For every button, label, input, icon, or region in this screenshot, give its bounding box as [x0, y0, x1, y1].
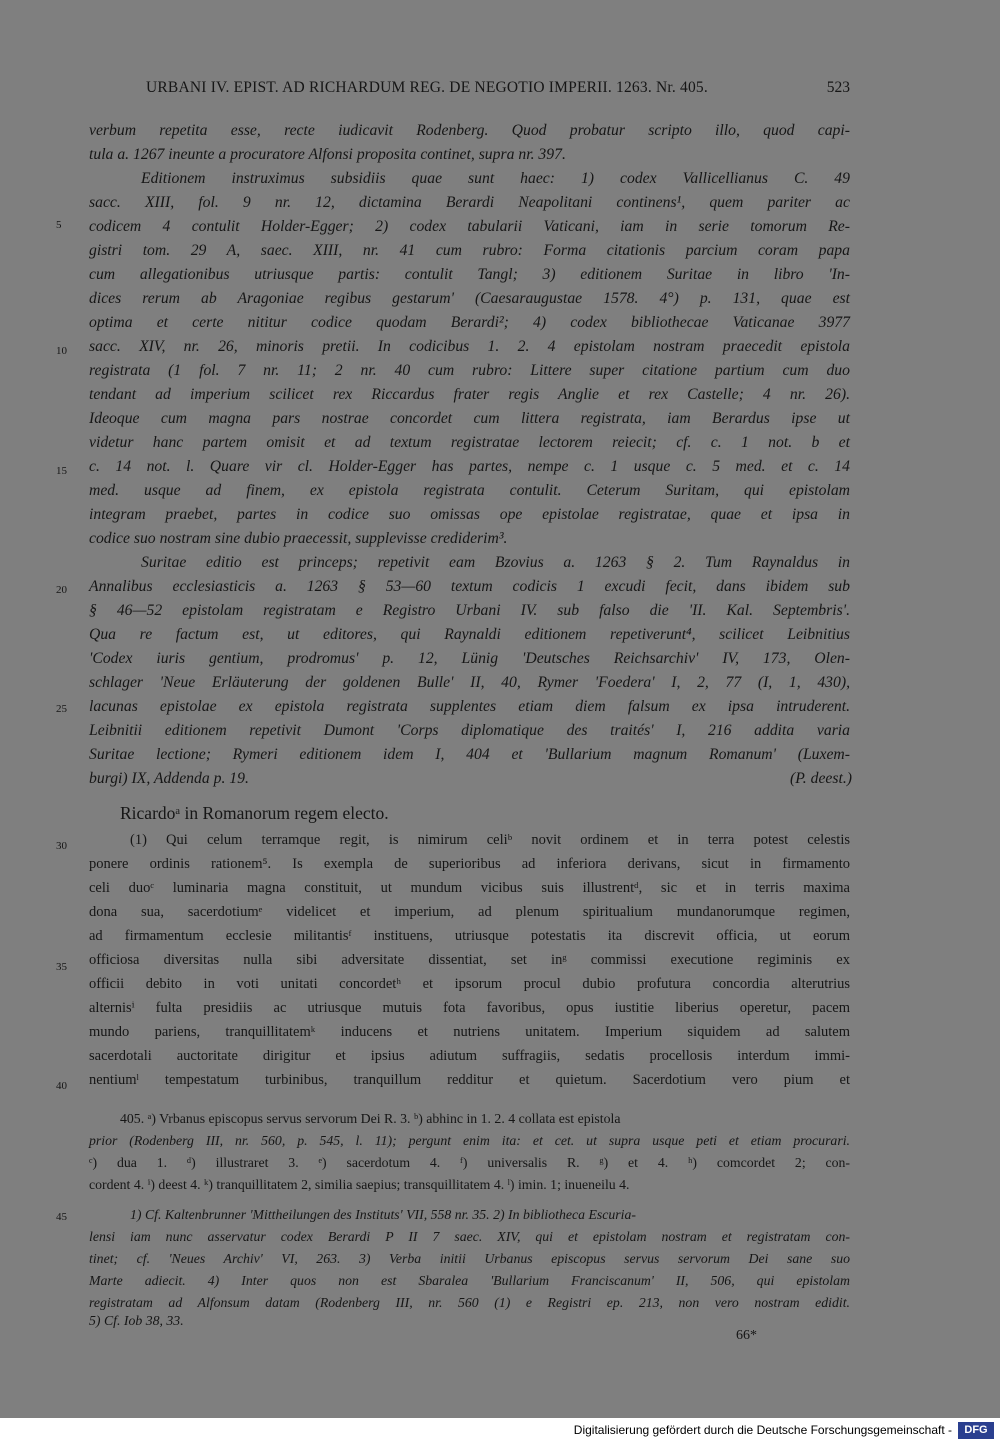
page-number: 523	[826, 79, 850, 96]
variant-line: cordent 4. ⁱ) deest 4. ᵏ) tranquillitatem 2, similia saepius; transquillitatem 4. ˡ) imin. 1; inueneilu 4.	[89, 1177, 630, 1192]
intro-line: optima et certe nititur codice quodam Berardi²; 4) codex bibliothecae Vaticanae 3977	[89, 314, 850, 331]
body-line: alternisⁱ fulta presidiis ac utriusque mutuis fota favoribus, opus iustitie liberius operetur, pacem	[89, 1000, 850, 1016]
line-number: 35	[56, 961, 67, 973]
running-title: URBANI IV. EPIST. AD RICHARDUM REG. DE NEGOTIO IMPERII. 1263. Nr. 405.	[146, 79, 708, 96]
footer-bar	[0, 1418, 1000, 1444]
intro-line: schlager 'Neue Erläuterung der goldenen Bulle' II, 40, Rymer 'Foedera' I, 2, 77 (I, 1, 430),	[89, 674, 850, 691]
footer-credit: Digitalisierung gefördert durch die Deutsche Forschungsgemeinschaft -	[573, 1423, 952, 1437]
body-line: ad firmamentum ecclesie militantisᶠ instituens, utriusque potestatis ita discrevit officia, ut eorum	[89, 928, 850, 944]
body-line: officii debito in voti unitati concordetʰ et ipsorum procul dubio profutura concordia alterutrius	[89, 976, 850, 992]
intro-line: Qua re factum est, ut editores, qui Raynaldi editionem repetiverunt⁴, scilicet Leibnitius	[89, 626, 850, 643]
intro-line: tula a. 1267 ineunte a procuratore Alfonsi proposita continet, supra nr. 397.	[89, 146, 566, 163]
intro-line: med. usque ad finem, ex epistola registrata contulit. Ceterum Suritam, qui epistolam	[89, 482, 850, 499]
intro-line: verbum repetita esse, recte iudicavit Rodenberg. Quod probatur scripto illo, quod capi-	[89, 122, 850, 139]
body-line: dona sua, sacerdotiumᵉ videlicet et imperium, ad plenum spiritualium mundanorumque regimen,	[89, 904, 850, 920]
intro-line: registrata (1 fol. 7 nr. 11; 2 nr. 40 cum rubro: Littere super citatione partium cum duo	[89, 362, 850, 379]
footnote-line: 5) Cf. Iob 38, 33.	[89, 1313, 184, 1328]
intro-line: videtur hanc partem omisit et ad textum registratae lectorem reiecit; cf. c. 1 not. b et	[89, 434, 850, 451]
intro-line: § 46—52 epistolam registratam e Registro Urbani IV. sub falso die 'II. Kal. Septembris'.	[89, 602, 850, 619]
line-number: 30	[56, 840, 67, 852]
intro-line: cum allegationibus utriusque partis: contulit Tangl; 3) editionem Suritae in libro 'In-	[89, 266, 850, 283]
intro-line: integram praebet, partes in codice suo omissas ope epistolae registratae, quae et ipsa in	[89, 506, 850, 523]
footnote-line: Marte adiecit. 4) Inter quos non est Sbaralea 'Bullarium Franciscanum' II, 506, qui epistolam	[89, 1273, 850, 1288]
body-line: mundo pariens, tranquillitatemᵏ inducens et nutriens unitatem. Imperium siquidem ad salutem	[89, 1024, 850, 1040]
intro-line: Annalibus ecclesiasticis a. 1263 § 53—60 textum codicis 1 excudi fecit, dans ibidem sub	[89, 578, 850, 595]
line-number: 5	[56, 219, 62, 231]
footnote-line: 1) Cf. Kaltenbrunner 'Mittheilungen des Instituts' VII, 558 nr. 35. 2) In bibliotheca Escuria-	[130, 1207, 636, 1222]
intro-line: dices rerum ab Aragoniae regibus gestarum' (Caesaraugustae 1578. 4°) p. 131, quae est	[89, 290, 850, 307]
line-number: 15	[56, 465, 67, 477]
intro-line: gistri tom. 29 A, saec. XIII, nr. 41 cum rubro: Forma citationis parcium coram papa	[89, 242, 850, 259]
line-number: 25	[56, 703, 67, 715]
body-line: officiosa diversitas nulla sibi adversitate dissentiat, set inᵍ commissi executione regiminis ex	[89, 952, 850, 968]
line-number: 10	[56, 345, 67, 357]
dfg-logo: DFG	[958, 1422, 994, 1439]
intro-line: Suritae editio est princeps; repetivit eam Bzovius a. 1263 § 2. Tum Raynaldus in	[141, 554, 850, 571]
intro-line: Editionem instruximus subsidiis quae sunt haec: 1) codex Vallicellianus C. 49	[141, 170, 850, 187]
line-number: 40	[56, 1080, 67, 1092]
body-line: sacerdotali auctoritate dirigitur et ipsius adiutum suffragiis, sedatis procellosis interdum immi-	[89, 1048, 850, 1064]
intro-line: burgi) IX, Addenda p. 19.	[89, 770, 249, 787]
intro-note: (P. deest.)	[789, 770, 852, 787]
body-line: celi duoᶜ luminaria magna constituit, ut mundum vicibus suis illustrentᵈ, sic et in terris maxima	[89, 880, 850, 896]
intro-line: lacunas epistolae ex epistola registrata supplentes etiam diem falsum ex ipsa intruderent.	[89, 698, 850, 715]
variant-line: ᶜ) dua 1. ᵈ) illustraret 3. ᵉ) sacerdotum 4. ᶠ) universalis R. ᵍ) et 4. ʰ) comcordet 2; con-	[89, 1155, 850, 1170]
footnote-line: tinet; cf. 'Neues Archiv' VI, 263. 3) Verba initii Urbanus episcopus servus servorum Dei sane suo	[89, 1251, 850, 1266]
body-line: (1) Qui celum terramque regit, is nimirum celiᵇ novit ordinem et in terra potest celestis	[130, 832, 850, 848]
intro-line: sacc. XIII, fol. 9 nr. 12, dictamina Berardi Neapolitani continens¹, quem pariter ac	[89, 194, 850, 211]
intro-line: Ideoque cum magna pars nostrae concordet cum littera registrata, iam Berardus ipse ut	[89, 410, 850, 427]
variant-line: 405. ᵃ) Vrbanus episcopus servus servorum Dei R. 3. ᵇ) abhinc in 1. 2. 4 collata est epistola	[120, 1111, 621, 1126]
body-line: ponere ordinis rationem⁵. Is exempla de superioribus ad inferiora derivans, sicut in firmamento	[89, 856, 850, 872]
intro-line: sacc. XIV, nr. 26, minoris pretii. In codicibus 1. 2. 4 epistolam nostram praecedit epistola	[89, 338, 850, 355]
line-number: 20	[56, 584, 67, 596]
intro-line: c. 14 not. l. Quare vir cl. Holder-Egger has partes, nempe c. 1 usque c. 5 med. et c. 14	[89, 458, 850, 475]
variant-line: prior (Rodenberg III, nr. 560, p. 545, l. 11); pergunt enim ita: et cet. ut supra usque peti et etiam procurari.	[89, 1133, 850, 1148]
body-line: nentiumˡ tempestatum turbinibus, tranquillum redditur et quietum. Sacerdotium vero pium et	[89, 1072, 850, 1088]
intro-line: tendant ad imperium scilicet rex Riccardus frater regis Anglie et rex Castelle; 4 nr. 26).	[89, 386, 850, 403]
intro-line: Leibnitii editionem repetivit Dumont 'Corps diplomatique des traités' I, 216 addita varia	[89, 722, 850, 739]
intro-line: 'Codex iuris gentium, prodromus' p. 12, Lünig 'Deutsches Reichsarchiv' IV, 173, Olen-	[89, 650, 850, 667]
document-heading: Ricardoᵃ in Romanorum regem electo.	[120, 803, 389, 823]
footnote-line: registratam ad Alfonsum datam (Rodenberg III, nr. 560 (1) e Registri ep. 213, non vero nostram edidit.	[89, 1295, 850, 1310]
signature-mark: 66*	[736, 1328, 757, 1343]
intro-line: codicem 4 contulit Holder-Egger; 2) codex tabularii Vaticani, iam in serie tomorum Re-	[89, 218, 850, 235]
footnote-line: lensi iam nunc asservatur codex Berardi P II 7 saec. XIV, qui et epistolam nostram et registratam con-	[89, 1229, 850, 1244]
line-number: 45	[56, 1211, 67, 1223]
intro-line: Suritae lectione; Rymeri editionem idem I, 404 et 'Bullarium magnum Romanum' (Luxem-	[89, 746, 850, 763]
intro-line: codice suo nostram sine dubio praecessit, supplevisse crediderim³.	[89, 530, 508, 547]
